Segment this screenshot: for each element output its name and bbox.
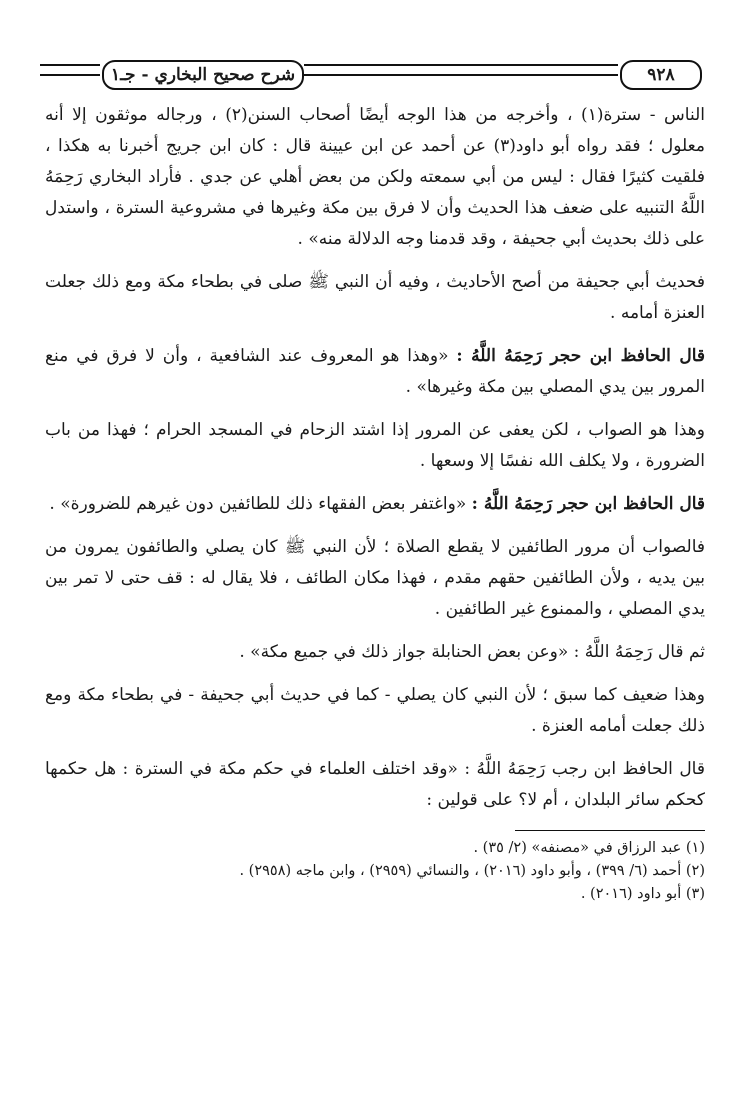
paragraph-3 bbox=[45, 341, 705, 403]
paragraph-9-text: قال الحافظ ابن رجب رَحِمَهُ اللَّهُ : «وقد اختلف العلماء في حكم مكة في السترة : هل حكمها كحكم سائر البلدان ، أم لا؟ على قولين : bbox=[45, 759, 705, 810]
book-title: شرح صحيح البخاري - جـ١ bbox=[110, 65, 296, 85]
page-body bbox=[45, 100, 705, 906]
paragraph-5-lead: قال الحافظ ابن حجر رَحِمَهُ اللَّهُ : bbox=[471, 494, 705, 514]
book-title-box bbox=[102, 60, 304, 90]
page-header bbox=[40, 52, 707, 96]
paragraph-4-text: وهذا هو الصواب ، لكن يعفى عن المرور إذا اشتد الزحام في المسجد الحرام ؛ فهذا من باب الضرورة ، ولا يكلف الله نفسًا إلا وسعها . bbox=[45, 420, 705, 471]
header-rule-middle bbox=[304, 64, 618, 66]
paragraph-5-text: «واغتفر بعض الفقهاء ذلك للطائفين دون غيرهم للضرورة» . bbox=[49, 494, 472, 514]
paragraph-3-lead: قال الحافظ ابن حجر رَحِمَهُ اللَّهُ : bbox=[456, 346, 706, 366]
paragraph-2 bbox=[45, 267, 705, 329]
footnote-1: (١) عبد الرزاق في «مصنفه» (٢/ ٣٥) . bbox=[473, 840, 705, 856]
header-rule-middle-lower bbox=[304, 74, 618, 76]
paragraph-1 bbox=[45, 100, 705, 255]
header-rule-left bbox=[40, 64, 100, 66]
header-rule-left-lower bbox=[40, 74, 100, 76]
paragraph-8-text: وهذا ضعيف كما سبق ؛ لأن النبي كان يصلي - كما في حديث أبي جحيفة - في بطحاء مكة ومع ذلك جعلت أمامه العنزة . bbox=[45, 685, 705, 736]
paragraph-3-text: «وهذا هو المعروف عند الشافعية ، وأن لا فرق في منع المرور بين يدي المصلي بين مكة وغيرها» . bbox=[45, 346, 705, 397]
paragraph-8 bbox=[45, 680, 705, 742]
footnote-3: (٣) أبو داود (٢٠١٦) . bbox=[580, 886, 705, 902]
paragraph-5 bbox=[45, 489, 705, 520]
paragraph-7 bbox=[45, 637, 705, 668]
paragraph-4 bbox=[45, 415, 705, 477]
paragraph-9 bbox=[45, 754, 705, 816]
paragraph-6 bbox=[45, 532, 705, 625]
footnote-separator bbox=[515, 830, 705, 831]
paragraph-7-text: ثم قال رَحِمَهُ اللَّهُ : «وعن بعض الحنابلة جواز ذلك في جميع مكة» . bbox=[239, 642, 705, 662]
footnote-2: (٢) أحمد (٦/ ٣٩٩) ، وأبو داود (٢٠١٦) ، والنسائي (٢٩٥٩) ، وابن ماجه (٢٩٥٨) . bbox=[239, 863, 705, 879]
page-number: ٩٢٨ bbox=[647, 65, 675, 85]
paragraph-6-text: فالصواب أن مرور الطائفين لا يقطع الصلاة ؛ لأن النبي ﷺ كان يصلي والطائفون يمرون من بين يديه ، ولأن الطائفين حقهم مقدم ، فهذا مكان الطائف ، فلا يقال له : قف حتى لا تمر بين يدي المصلي ، والممنوع غير الطائفين . bbox=[45, 537, 705, 619]
paragraph-2-text: فحديث أبي جحيفة من أصح الأحاديث ، وفيه أن النبي ﷺ صلى في بطحاء مكة ومع ذلك جعلت العنزة أمامه . bbox=[45, 272, 705, 323]
paragraph-1-text: الناس - سترة(١) ، وأخرجه من هذا الوجه أيضًا أصحاب السنن(٢) ، ورجاله موثقون إلا أنه معلول ؛ فقد رواه أبو داود(٣) عن أحمد عن ابن عيينة قال : كان ابن جريج أخبرنا به هكذا ، فلقيت كثيرًا فقال : ليس من أبي سمعته ولكن من بعض أهلي عن جدي . فأراد البخاري رَحِمَهُ اللَّهُ التنبيه على ضعف هذا الحديث وأن لا فرق بين مكة وغيرها في مشروعية السترة ، واستدل على ذلك بحديث أبي جحيفة ، وقد قدمنا وجه الدلالة منه» . bbox=[45, 105, 705, 249]
page-number-box bbox=[620, 60, 702, 90]
